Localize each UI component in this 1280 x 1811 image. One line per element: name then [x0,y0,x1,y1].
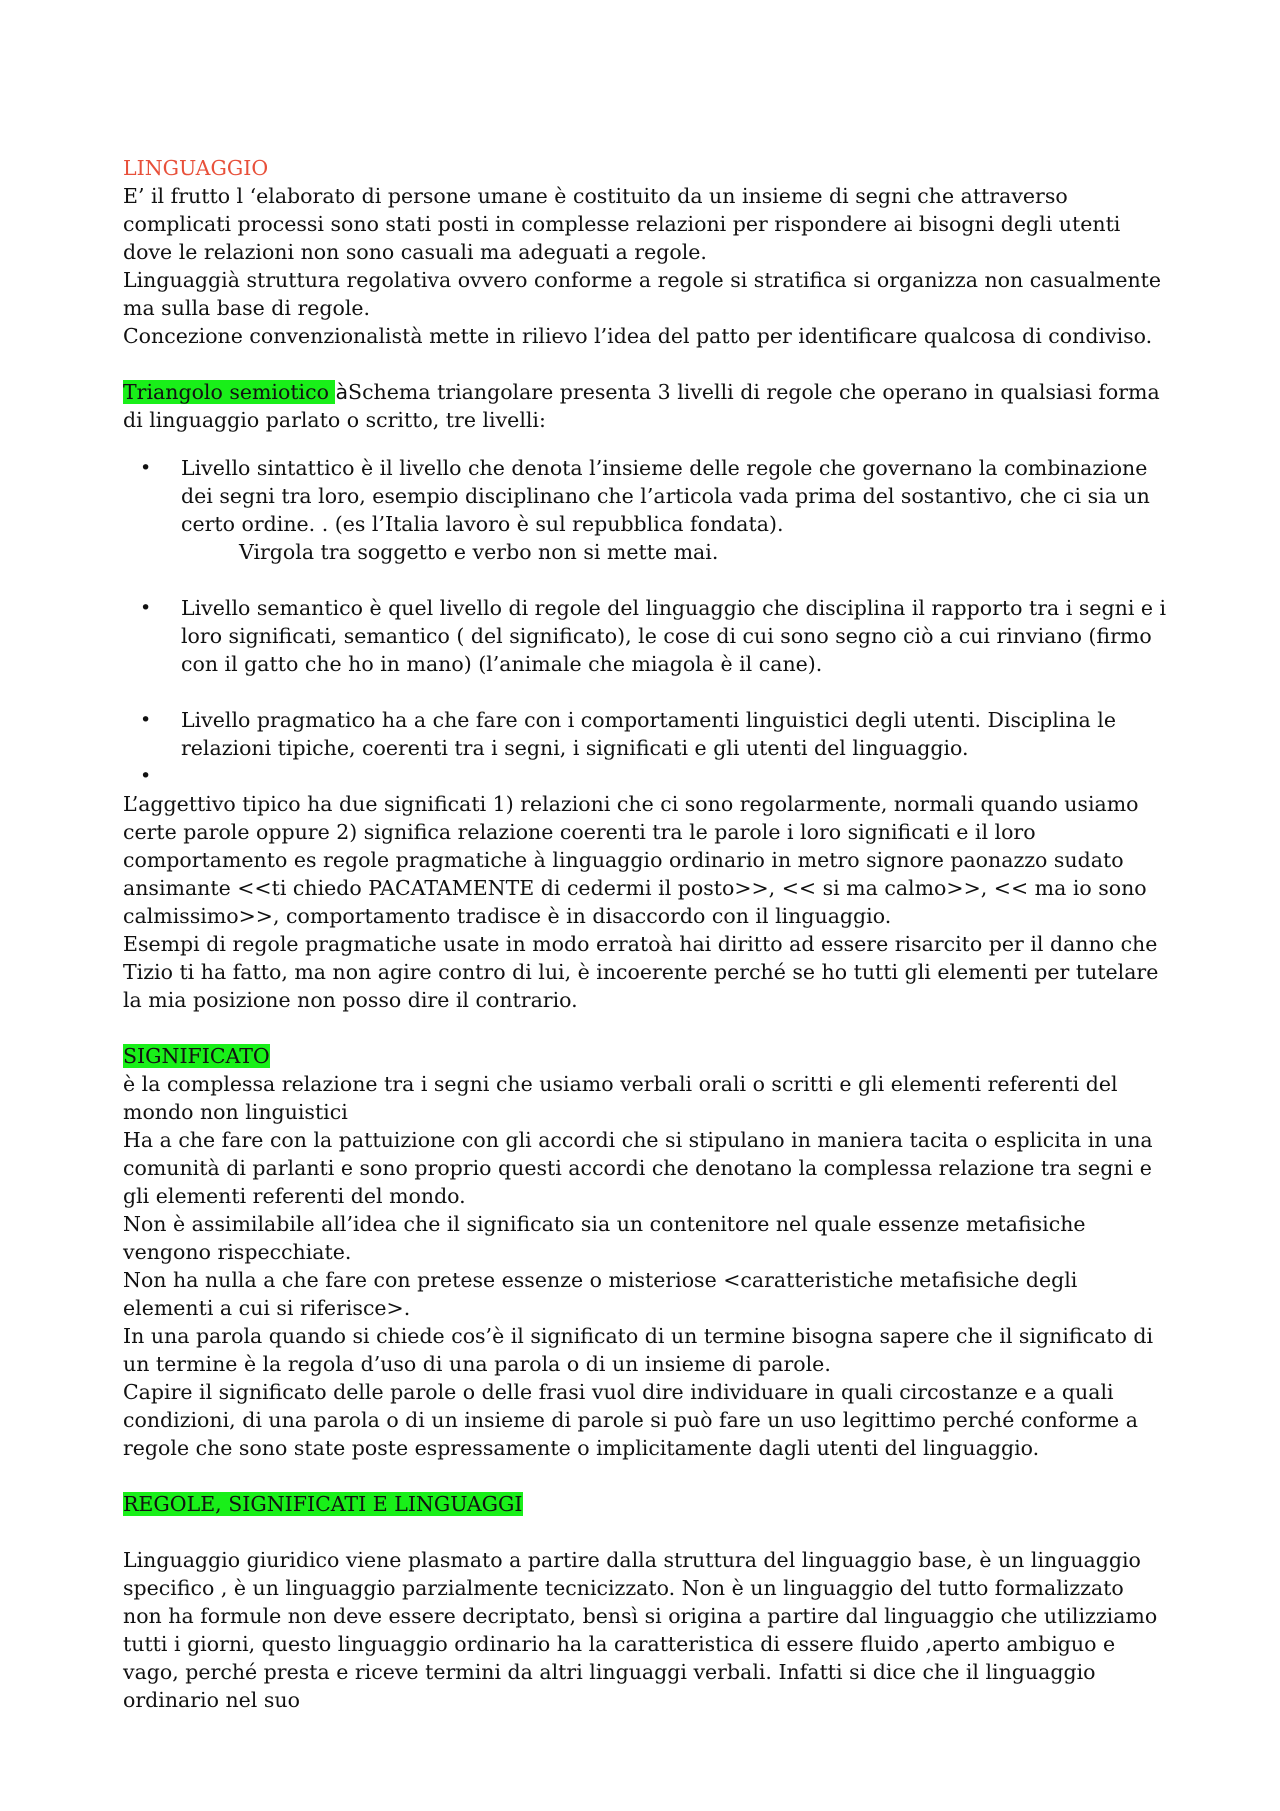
paragraph: Non è assimilabile all’idea che il significato sia un contenitore nel quale essenze metafisiche vengono rispecchiate. [123,1212,1086,1264]
section-title-linguaggio: LINGUAGGIO [123,156,269,180]
levels-list [123,454,1168,790]
paragraph: Non ha nulla a che fare con pretese essenze o misteriose <caratteristiche metafisiche degli elementi a cui si riferisce>. [123,1268,1078,1320]
spacer [123,1462,1168,1490]
spacer [123,1518,1168,1546]
bullet-icon: • [140,765,152,787]
list-item-pragmatico [123,706,1168,762]
list-item-text: Livello sintattico è il livello che denota l’insieme delle regole che governano la combinazione dei segni tra loro, esempio disciplinano che l’articola vada prima del sostantivo, che ci sia un certo ordine. . (es l’Italia lavoro è sul repubblica fondata). [181,456,1150,536]
paragraph: In una parola quando si chiede cos’è il significato di un termine bisogna sapere che il significato di un termine è la regola d’uso di una parola o di un insieme di parole. [123,1324,1154,1376]
triangolo-paragraph [123,378,1168,434]
arrow-glyph: à [335,380,349,404]
section-title-significato-line [123,1042,1168,1070]
paragraph: Esempi di regole pragmatiche usate in modo erratoà hai diritto ad essere risarcito per il danno che Tizio ti ha fatto, ma non agire contro di lui, è incoerente perché se ho tutti gli elementi per tutelare la mia posizione non posso dire il contrario. [123,932,1159,1012]
paragraph: Linguaggio giuridico viene plasmato a partire dalla struttura del linguaggio base, è un linguaggio specifico , è un linguaggio parzialmente tecnicizzato. Non è un linguaggio del tutto formalizzato non ha formule non deve essere decriptato, bensì si origina a partire dal linguaggio che utilizziamo tutti i giorni, questo linguaggio ordinario ha la caratteristica di essere fluido ,aperto ambiguo e vago, perché presta e riceve termini da altri linguaggi verbali. Infatti si dice che il linguaggio ordinario nel suo [123,1548,1158,1712]
bullet-icon: • [140,709,152,731]
list-item-text: Livello semantico è quel livello di regole del linguaggio che disciplina il rapporto tra i segni e i loro significati, semantico ( del significato), le cose di cui sono segno ciò a cui rinviano (firmo con il gatto che ho in mano) (l’animale che miagola è il cane). [181,596,1167,676]
paragraph: L’aggettivo tipico ha due significati 1) relazioni che ci sono regolarmente, normali quando usiamo certe parole oppure 2) significa relazione coerenti tra le parole i loro significati e il loro comportamento es regole pragmatiche à linguaggio ordinario in metro signore paonazzo sudato ansimante <<ti chiedo PACATAMENTE di cedermi il posto>>, << si ma calmo>>, << ma io sono calmissimo>>, comportamento tradisce è in disaccordo con il linguaggio. [123,792,1147,928]
bullet-icon: • [140,597,152,619]
list-item-semantico [123,594,1168,678]
paragraph: Linguaggià struttura regolativa ovvero conforme a regole si stratifica si organizza non casualmente ma sulla base di regole. [123,268,1162,320]
list-item-extra-text: Virgola tra soggetto e verbo non si mette mai. [239,540,719,564]
document-body [123,154,1168,1714]
spacer [123,350,1168,378]
paragraph: E’ il frutto l ‘elaborato di persone umane è costituito da un insieme di segni che attraverso complicati processi sono stati posti in complesse relazioni per rispondere ai bisogni degli utenti dove le relazioni non sono casuali ma adeguati a regole. [123,184,1121,264]
list-item-sintattico [123,454,1168,566]
list-item-empty [123,762,1168,790]
section-title-regole-line [123,1490,1168,1518]
bullet-icon: • [140,457,152,479]
triangolo-highlight-label: Triangolo semiotico [123,380,336,404]
paragraph: Ha a che fare con la pattuizione con gli accordi che si stipulano in maniera tacita o esplicita in una comunità di parlanti e sono proprio questi accordi che denotano la complessa relazione tra segni e gli elementi referenti del mondo. [123,1128,1153,1208]
triangolo-text: Schema triangolare presenta 3 livelli di regole che operano in qualsiasi forma di linguaggio parlato o scritto, tre livelli: [123,380,1160,432]
paragraph: Concezione convenzionalistà mette in rilievo l’idea del patto per identificare qualcosa di condiviso. [123,324,1153,348]
paragraph: Capire il significato delle parole o delle frasi vuol dire individuare in quali circostanze e a quali condizioni, di una parola o di un insieme di parole si può fare un uso legittimo perché conforme a regole che sono state poste espressamente o implicitamente dagli utenti del linguaggio. [123,1380,1138,1460]
list-item-text: Livello pragmatico ha a che fare con i comportamenti linguistici degli utenti. Disciplina le relazioni tipiche, coerenti tra i segni, i significati e gli utenti del linguaggio. [181,708,1116,760]
section-title-regole: REGOLE, SIGNIFICATI E LINGUAGGI [123,1492,523,1516]
section-title-significato: SIGNIFICATO [123,1044,270,1068]
paragraph: è la complessa relazione tra i segni che usiamo verbali orali o scritti e gli elementi referenti del mondo non linguistici [123,1072,1118,1124]
spacer [123,1014,1168,1042]
